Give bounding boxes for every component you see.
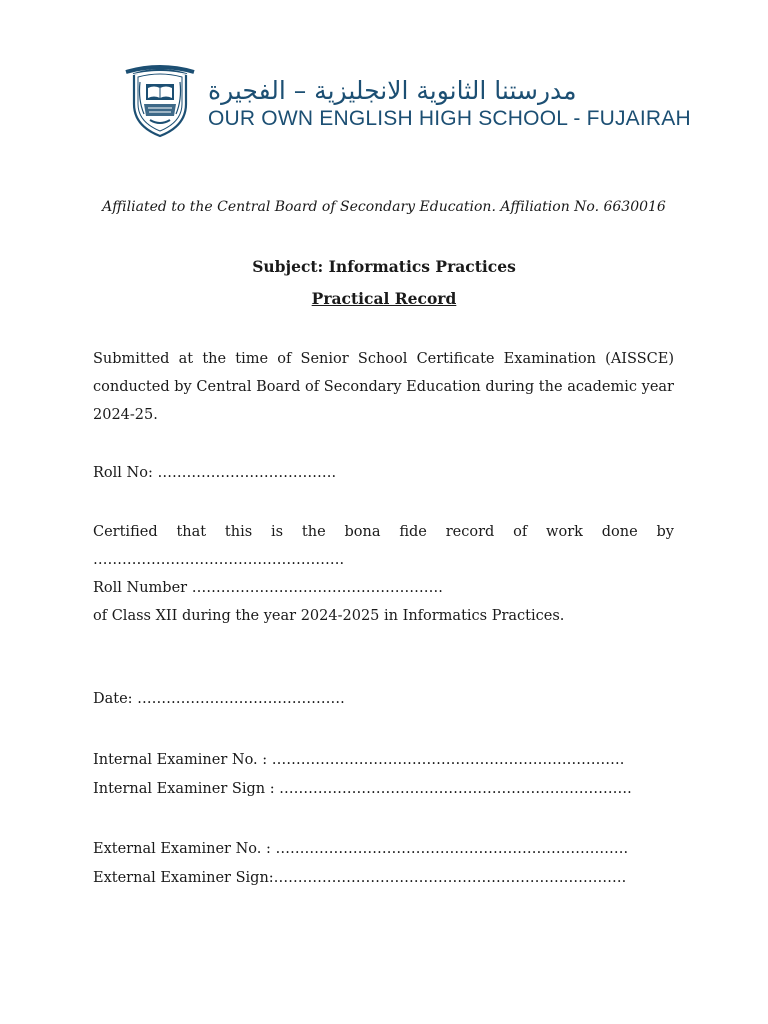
school-crest-logo — [120, 64, 200, 140]
date-field: Date: ……………………………………. — [93, 691, 345, 707]
record-title-text: Practical Record — [311, 289, 457, 308]
external-examiner-no-field: External Examiner No. : ………………………………………………………………. — [93, 841, 629, 857]
record-title — [0, 288, 768, 310]
school-name-english: OUR OWN ENGLISH HIGH SCHOOL - FUJAIRAH — [208, 107, 691, 130]
submission-paragraph: Submitted at the time of Senior School Certificate Examination (AISSCE) conducted by Central Board of Secondary Education during the academic year 2024-25. — [93, 351, 674, 423]
roll-no-field: Roll No: ………………………………. — [93, 465, 337, 481]
roll-number-field: Roll Number ……………………………………………. — [93, 580, 443, 596]
affiliation-line: Affiliated to the Central Board of Secondary Education. Affiliation No. 6630016 — [102, 199, 666, 215]
student-name-blank: ……………………………………………. — [93, 552, 345, 568]
school-name-arabic: مدرستنا الثانوية الانجليزية – الفجيرة — [208, 76, 577, 105]
internal-examiner-sign-field: Internal Examiner Sign : ………………………………………………………………. — [93, 781, 632, 797]
external-examiner-sign-field: External Examiner Sign:………………………………………………………………. — [93, 870, 627, 886]
internal-examiner-no-field: Internal Examiner No. : ………………………………………………………………. — [93, 752, 625, 768]
school-header — [120, 64, 691, 144]
subject-heading: Subject: Informatics Practices — [252, 257, 516, 276]
certified-line: Certified that this is the bona fide record of work done by — [93, 524, 674, 540]
class-line: of Class XII during the year 2024-2025 in Informatics Practices. — [93, 608, 565, 624]
